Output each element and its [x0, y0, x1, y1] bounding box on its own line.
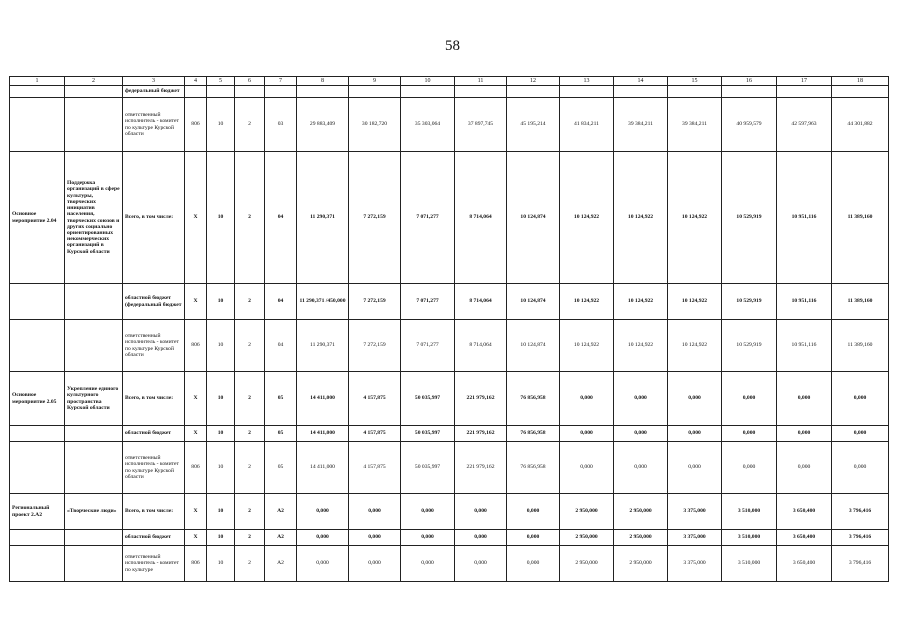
header-row — [10, 77, 889, 86]
event-name-cell — [65, 426, 123, 442]
value-cell — [832, 86, 889, 98]
value-cell: 10 124,922 — [560, 152, 614, 284]
value-cell: 10 — [207, 372, 235, 426]
value-cell: 0,000 — [349, 494, 401, 530]
value-cell: 806 — [185, 546, 207, 582]
value-cell: 14 411,000 — [297, 372, 349, 426]
value-cell: 76 856,958 — [507, 426, 560, 442]
value-cell: 221 979,162 — [455, 442, 507, 494]
value-cell: 10 124,922 — [668, 152, 722, 284]
value-cell: 40 959,579 — [722, 98, 777, 152]
event-name-cell — [65, 98, 123, 152]
value-cell: 42 597,963 — [777, 98, 832, 152]
value-cell: 76 856,958 — [507, 372, 560, 426]
value-cell: 0,000 — [668, 426, 722, 442]
value-cell: 05 — [265, 426, 297, 442]
value-cell: 11 290,371 — [297, 152, 349, 284]
column-header: 18 — [832, 77, 889, 86]
column-header: 1 — [10, 77, 65, 86]
event-name-cell: Укрепление единого культурного пространства Курской области — [65, 372, 123, 426]
value-cell: 14 411,000 — [297, 442, 349, 494]
value-cell: 0,000 — [507, 530, 560, 546]
value-cell — [401, 86, 455, 98]
value-cell: 50 035,997 — [401, 372, 455, 426]
value-cell: 8 714,064 — [455, 152, 507, 284]
value-cell: 10 — [207, 426, 235, 442]
value-cell: А2 — [265, 494, 297, 530]
value-cell: X — [185, 372, 207, 426]
value-cell: 11 389,160 — [832, 284, 889, 320]
event-code-cell — [10, 442, 65, 494]
event-code-cell — [10, 546, 65, 582]
value-cell: X — [185, 426, 207, 442]
value-cell: 2 — [235, 152, 265, 284]
value-cell: 10 124,874 — [507, 284, 560, 320]
value-cell: 50 035,997 — [401, 442, 455, 494]
value-cell: 0,000 — [722, 426, 777, 442]
funding-source-cell: ответственный исполнитель - комитет по культуре Курской области — [123, 320, 185, 372]
column-header: 15 — [668, 77, 722, 86]
value-cell: 2 — [235, 372, 265, 426]
value-cell — [297, 86, 349, 98]
value-cell: 10 — [207, 284, 235, 320]
value-cell: 45 195,214 — [507, 98, 560, 152]
value-cell: 7 071,277 — [401, 152, 455, 284]
column-header: 13 — [560, 77, 614, 86]
value-cell: 0,000 — [455, 494, 507, 530]
value-cell: 3 510,000 — [722, 530, 777, 546]
value-cell: 10 529,919 — [722, 152, 777, 284]
column-header: 16 — [722, 77, 777, 86]
event-name-cell: «Творческие люди» — [65, 494, 123, 530]
value-cell: 0,000 — [455, 530, 507, 546]
column-header: 11 — [455, 77, 507, 86]
value-cell — [777, 86, 832, 98]
value-cell: 2 950,000 — [560, 494, 614, 530]
value-cell: X — [185, 530, 207, 546]
value-cell: 0,000 — [722, 442, 777, 494]
value-cell — [207, 86, 235, 98]
column-header: 4 — [185, 77, 207, 86]
table-row — [10, 546, 889, 582]
page-number: 58 — [445, 38, 460, 54]
value-cell: 0,000 — [401, 530, 455, 546]
value-cell: 04 — [265, 152, 297, 284]
value-cell: 10 124,922 — [668, 284, 722, 320]
value-cell: 10 124,922 — [614, 284, 668, 320]
event-name-cell: Поддержка организаций в сфере культуры, творческих инициатив населения, творческих союзов и других социально ориентированных некоммерческих организаций в Курской области — [65, 152, 123, 284]
value-cell: 0,000 — [297, 546, 349, 582]
column-header: 10 — [401, 77, 455, 86]
value-cell: 76 856,958 — [507, 442, 560, 494]
value-cell: 11 389,160 — [832, 320, 889, 372]
value-cell: 7 071,277 — [401, 320, 455, 372]
value-cell: 0,000 — [777, 426, 832, 442]
value-cell: 0,000 — [297, 530, 349, 546]
value-cell: А2 — [265, 546, 297, 582]
value-cell: 11 290,371 — [297, 320, 349, 372]
value-cell: 7 272,159 — [349, 284, 401, 320]
value-cell: 10 951,116 — [777, 152, 832, 284]
table-row — [10, 372, 889, 426]
column-header: 6 — [235, 77, 265, 86]
event-name-cell — [65, 530, 123, 546]
value-cell: 0,000 — [349, 546, 401, 582]
table-row — [10, 86, 889, 98]
value-cell: 4 157,875 — [349, 372, 401, 426]
value-cell: 0,000 — [560, 426, 614, 442]
value-cell: 7 272,159 — [349, 152, 401, 284]
value-cell: 2 — [235, 426, 265, 442]
value-cell: 2 950,000 — [614, 494, 668, 530]
value-cell: 10 124,922 — [560, 320, 614, 372]
funding-source-cell: федеральный бюджет — [123, 86, 185, 98]
value-cell — [614, 86, 668, 98]
value-cell: 05 — [265, 442, 297, 494]
funding-source-cell: областной бюджет — [123, 530, 185, 546]
column-header: 9 — [349, 77, 401, 86]
value-cell: 10 — [207, 152, 235, 284]
event-name-cell — [65, 320, 123, 372]
funding-source-cell: ответственный исполнитель - комитет по культуре — [123, 546, 185, 582]
funding-source-cell: ответственный исполнитель - комитет по культуре Курской области — [123, 98, 185, 152]
event-code-cell: Основное мероприятие 2.04 — [10, 152, 65, 284]
column-header: 7 — [265, 77, 297, 86]
value-cell: 806 — [185, 98, 207, 152]
value-cell: 0,000 — [560, 372, 614, 426]
column-header: 5 — [207, 77, 235, 86]
value-cell: 41 834,211 — [560, 98, 614, 152]
column-header: 3 — [123, 77, 185, 86]
value-cell: 10 — [207, 442, 235, 494]
value-cell: 11 389,160 — [832, 152, 889, 284]
value-cell: 0,000 — [832, 372, 889, 426]
value-cell: 2 — [235, 284, 265, 320]
value-cell: 0,000 — [832, 442, 889, 494]
value-cell: 7 071,277 — [401, 284, 455, 320]
table-row — [10, 152, 889, 284]
value-cell: 0,000 — [668, 372, 722, 426]
value-cell: 0,000 — [614, 426, 668, 442]
funding-source-cell: Всего, в том числе: — [123, 372, 185, 426]
value-cell: 0,000 — [832, 426, 889, 442]
table-row — [10, 284, 889, 320]
value-cell — [560, 86, 614, 98]
column-header: 12 — [507, 77, 560, 86]
value-cell: 0,000 — [455, 546, 507, 582]
value-cell: 04 — [265, 284, 297, 320]
value-cell: 2 — [235, 494, 265, 530]
value-cell: 0,000 — [297, 494, 349, 530]
value-cell: 10 951,116 — [777, 284, 832, 320]
value-cell: 3 375,000 — [668, 530, 722, 546]
value-cell: 05 — [265, 372, 297, 426]
value-cell: 0,000 — [507, 546, 560, 582]
value-cell: 221 979,162 — [455, 372, 507, 426]
value-cell: 3 510,000 — [722, 546, 777, 582]
value-cell: X — [185, 284, 207, 320]
value-cell: 3 510,000 — [722, 494, 777, 530]
event-code-cell — [10, 98, 65, 152]
value-cell: 10 124,922 — [560, 284, 614, 320]
value-cell: 44 301,882 — [832, 98, 889, 152]
value-cell: 37 897,745 — [455, 98, 507, 152]
value-cell: 806 — [185, 320, 207, 372]
value-cell: 8 714,064 — [455, 320, 507, 372]
value-cell: 2 — [235, 546, 265, 582]
event-code-cell — [10, 426, 65, 442]
funding-source-cell: Всего, в том числе: — [123, 494, 185, 530]
event-code-cell: Основное мероприятие 2.05 — [10, 372, 65, 426]
column-header: 14 — [614, 77, 668, 86]
value-cell: 2 — [235, 530, 265, 546]
value-cell: X — [185, 494, 207, 530]
value-cell: 3 796,416 — [832, 530, 889, 546]
value-cell: 10 — [207, 530, 235, 546]
value-cell: 04 — [265, 320, 297, 372]
value-cell: 10 — [207, 546, 235, 582]
value-cell: 10 124,922 — [614, 152, 668, 284]
value-cell: 50 035,997 — [401, 426, 455, 442]
value-cell: 0,000 — [777, 442, 832, 494]
funding-source-cell: Всего, в том числе: — [123, 152, 185, 284]
column-header: 8 — [297, 77, 349, 86]
value-cell: 10 — [207, 494, 235, 530]
value-cell: 806 — [185, 442, 207, 494]
value-cell: 10 529,919 — [722, 320, 777, 372]
value-cell: 0,000 — [777, 372, 832, 426]
value-cell: 3 375,000 — [668, 494, 722, 530]
value-cell: 35 303,064 — [401, 98, 455, 152]
event-code-cell — [10, 284, 65, 320]
value-cell: 2 — [235, 442, 265, 494]
table-row — [10, 494, 889, 530]
event-name-cell — [65, 442, 123, 494]
value-cell: 3 650,400 — [777, 530, 832, 546]
value-cell: 2 950,000 — [614, 546, 668, 582]
value-cell: 10 124,874 — [507, 320, 560, 372]
value-cell: 0,000 — [507, 494, 560, 530]
value-cell: 0,000 — [401, 546, 455, 582]
value-cell: 4 157,875 — [349, 442, 401, 494]
value-cell: 0,000 — [722, 372, 777, 426]
value-cell — [265, 86, 297, 98]
value-cell: 10 529,919 — [722, 284, 777, 320]
value-cell: 2 950,000 — [560, 530, 614, 546]
value-cell: 221 979,162 — [455, 426, 507, 442]
funding-source-cell: областной бюджет — [123, 426, 185, 442]
table-row — [10, 530, 889, 546]
table-row — [10, 426, 889, 442]
value-cell: 2 950,000 — [614, 530, 668, 546]
value-cell — [455, 86, 507, 98]
value-cell: 11 290,371 /450,000 — [297, 284, 349, 320]
value-cell: 3 650,400 — [777, 546, 832, 582]
value-cell: 39 384,211 — [614, 98, 668, 152]
table-row — [10, 442, 889, 494]
value-cell: 8 714,064 — [455, 284, 507, 320]
value-cell — [349, 86, 401, 98]
event-code-cell — [10, 530, 65, 546]
value-cell: 0,000 — [614, 442, 668, 494]
value-cell: 10 951,116 — [777, 320, 832, 372]
value-cell: 0,000 — [614, 372, 668, 426]
value-cell: 10 124,922 — [668, 320, 722, 372]
value-cell: 10 — [207, 98, 235, 152]
value-cell: 7 272,159 — [349, 320, 401, 372]
value-cell: 10 124,874 — [507, 152, 560, 284]
value-cell — [507, 86, 560, 98]
table-row — [10, 98, 889, 152]
value-cell: 10 — [207, 320, 235, 372]
value-cell: 2 950,000 — [560, 546, 614, 582]
value-cell: 03 — [265, 98, 297, 152]
value-cell: 10 124,922 — [614, 320, 668, 372]
value-cell: 3 796,416 — [832, 546, 889, 582]
event-name-cell — [65, 284, 123, 320]
event-name-cell — [65, 86, 123, 98]
value-cell: 0,000 — [668, 442, 722, 494]
value-cell — [722, 86, 777, 98]
value-cell — [235, 86, 265, 98]
value-cell — [185, 86, 207, 98]
budget-table — [9, 76, 889, 582]
value-cell: 2 — [235, 320, 265, 372]
value-cell: 14 411,000 — [297, 426, 349, 442]
value-cell: 0,000 — [349, 530, 401, 546]
funding-source-cell: областной бюджет (федеральный бюджет — [123, 284, 185, 320]
value-cell: 3 796,416 — [832, 494, 889, 530]
value-cell: 29 883,409 — [297, 98, 349, 152]
column-header: 2 — [65, 77, 123, 86]
value-cell: 30 182,720 — [349, 98, 401, 152]
funding-source-cell: ответственный исполнитель - комитет по культуре Курской области — [123, 442, 185, 494]
event-code-cell — [10, 86, 65, 98]
event-code-cell — [10, 320, 65, 372]
event-code-cell: Региональный проект 2.А2 — [10, 494, 65, 530]
value-cell: 4 157,875 — [349, 426, 401, 442]
value-cell: 39 384,211 — [668, 98, 722, 152]
value-cell — [668, 86, 722, 98]
value-cell: X — [185, 152, 207, 284]
value-cell: 3 375,000 — [668, 546, 722, 582]
value-cell: А2 — [265, 530, 297, 546]
value-cell: 3 650,400 — [777, 494, 832, 530]
table-row — [10, 320, 889, 372]
event-name-cell — [65, 546, 123, 582]
column-header: 17 — [777, 77, 832, 86]
value-cell: 2 — [235, 98, 265, 152]
value-cell: 0,000 — [401, 494, 455, 530]
value-cell: 0,000 — [560, 442, 614, 494]
